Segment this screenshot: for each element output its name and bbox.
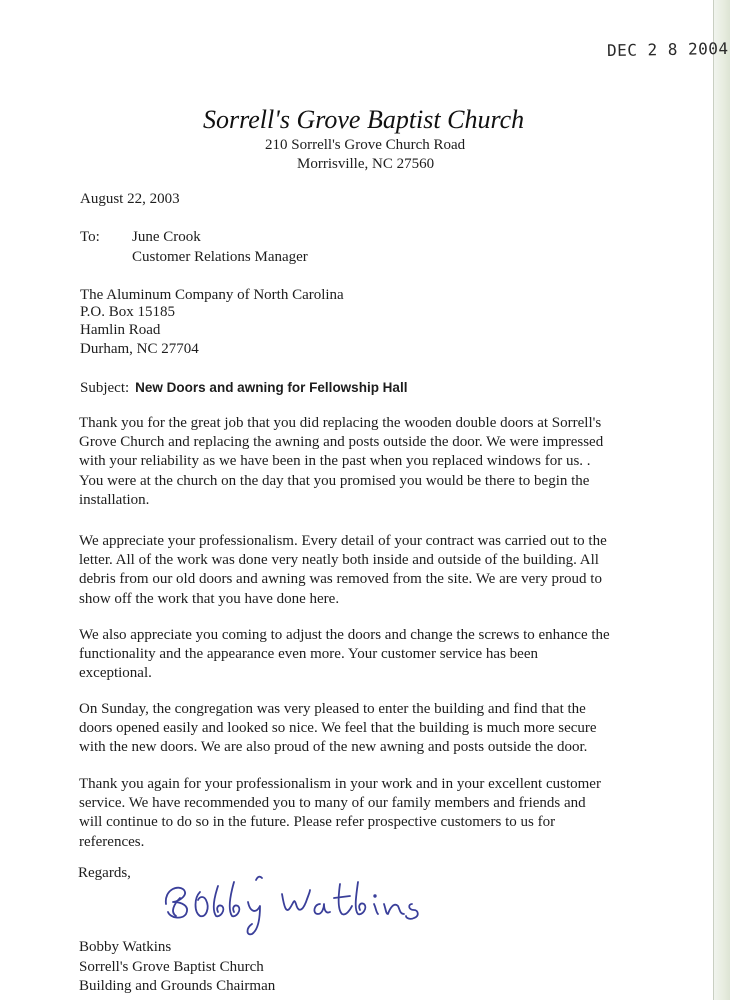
paragraph-line: debris from our old doors and awning was removed from the site. We are very proud to — [79, 571, 602, 588]
subject-line — [80, 378, 407, 398]
body-paragraph-2 — [79, 532, 664, 609]
subject-label: Subject: — [80, 380, 130, 396]
letterhead-church-name: Sorrell's Grove Baptist Church — [203, 105, 525, 134]
body-paragraph-1 — [79, 414, 664, 510]
letter-date: August 22, 2003 — [80, 191, 180, 207]
body-paragraph-5 — [79, 775, 664, 852]
paragraph-line: We appreciate your professionalism. Every detail of your contract was carried out to the — [79, 533, 607, 549]
page-edge-shadow — [714, 0, 730, 1000]
recipient-street: Hamlin Road — [80, 322, 161, 338]
to-title: Customer Relations Manager — [132, 249, 308, 265]
recipient-po-box: P.O. Box 15185 — [80, 304, 176, 320]
recipient-city: Durham, NC 27704 — [80, 341, 199, 357]
paragraph-line: with the new doors. We are also proud of the new awning and posts outside the door. — [79, 739, 588, 756]
to-label: To: — [80, 229, 100, 245]
paragraph-line: will continue to do so in the future. Please refer prospective customers to us for — [79, 814, 556, 831]
signature-drawing — [160, 868, 430, 938]
letterhead-address-line1: 210 Sorrell's Grove Church Road — [265, 137, 466, 153]
recipient-company: The Aluminum Company of North Carolina — [80, 287, 344, 303]
paragraph-line: functionality and the appearance even more. Your customer service has been — [79, 646, 538, 663]
to-name: June Crook — [132, 229, 201, 245]
paragraph-line: letter. All of the work was done very neatly both inside and outside of the building. All — [79, 552, 599, 569]
closing: Regards, — [78, 865, 131, 881]
paragraph-line: doors opened easily and looked so nice. We feel that the building is much more secure — [79, 720, 597, 737]
paragraph-line: You were at the church on the day that you promised you would be there to begin the — [79, 472, 590, 489]
paragraph-line: with your reliability as we have been in the past when you replaced windows for us. . — [79, 453, 591, 470]
paragraph-line: Thank you again for your professionalism in your work and in your excellent customer — [79, 776, 601, 792]
received-date-stamp: DEC 2 8 2004 — [606, 38, 729, 61]
signer-title: Building and Grounds Chairman — [79, 978, 276, 994]
paragraph-line: We also appreciate you coming to adjust the doors and change the screws to enhance the — [79, 627, 610, 643]
paragraph-line: service. We have recommended you to many of our family members and friends and — [79, 795, 586, 812]
paragraph-line: exceptional. — [79, 665, 152, 682]
letterhead-address-line2: Morrisville, NC 27560 — [297, 156, 435, 172]
paragraph-line: On Sunday, the congregation was very pleased to enter the building and find that the — [79, 701, 586, 717]
handwritten-signature — [160, 868, 430, 938]
signer-name: Bobby Watkins — [79, 939, 172, 955]
subject-value: New Doors and awning for Fellowship Hall — [135, 380, 408, 395]
body-paragraph-4 — [79, 700, 664, 758]
signer-organization: Sorrell's Grove Baptist Church — [79, 959, 264, 975]
paragraph-line: references. — [79, 833, 145, 850]
paragraph-line: Thank you for the great job that you did replacing the wooden double doors at Sorrell's — [79, 415, 602, 431]
body-paragraph-3 — [79, 626, 664, 684]
paragraph-line: Grove Church and replacing the awning and posts outside the door. We were impressed — [79, 434, 604, 451]
paragraph-line: show off the work that you have done here. — [79, 590, 340, 607]
paragraph-line: installation. — [79, 491, 150, 508]
